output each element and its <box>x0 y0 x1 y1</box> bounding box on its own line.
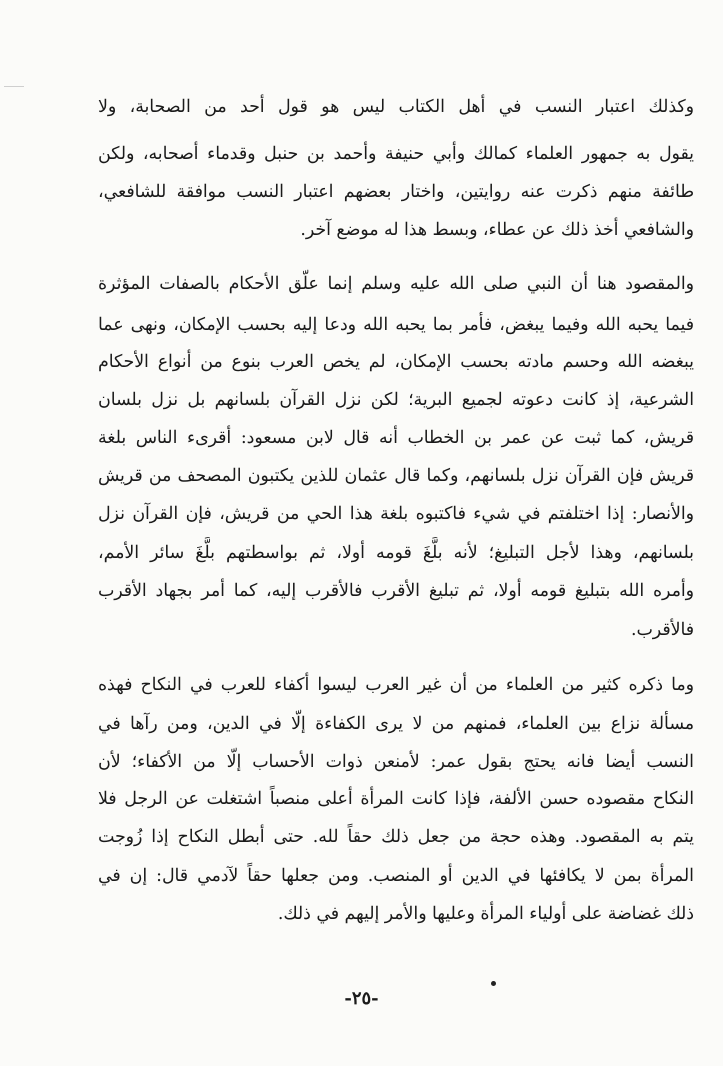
text-line: يبغضه الله وحسم مادته بحسب الإمكان، لم يخص العرب بنوع من أنواع الأحكام <box>98 352 694 372</box>
text-line: يقول به جمهور العلماء كمالك وأبي حنيفة وأحمد بن حنبل وقدماء أصحابه، ولكن <box>98 144 694 164</box>
text-line: الشرعية، إذ كانت دعوته لجميع البرية؛ لكن نزل القرآن بلسانهم بل نزل بلسان <box>98 390 694 410</box>
text-line: وكذلك اعتبار النسب في أهل الكتاب ليس هو قول أحد من الصحابة، ولا <box>98 97 694 117</box>
margin-mark <box>4 86 24 87</box>
text-line: المرأة بمن لا يكافئها في الدين أو المنصب. ومن جعلها حقاً لآدمي قال: إن في <box>98 866 694 886</box>
text-line: طائفة منهم ذكرت عنه روايتين، واختار بعضهم اعتبار النسب موافقة للشافعي، <box>98 182 694 202</box>
ink-dot <box>491 981 496 986</box>
text-line: قريش، كما ثبت عن عمر بن الخطاب أنه قال لابن مسعود: أقرىء الناس بلغة <box>98 428 694 448</box>
page-number: -٢٥- <box>344 988 379 1009</box>
text-line: النسب أيضا فانه يحتج بقول عمر: لأمنعن ذوات الأحساب إلّا من الأكفاء؛ لأن <box>98 752 694 772</box>
text-line: بلسانهم، وهذا لأجل التبليغ؛ لأنه بلَّغَ قومه أولا، ثم بواسطتهم بلَّغَ سائر الأمم، <box>98 543 694 563</box>
text-line: والشافعي أخذ ذلك عن عطاء، وبسط هذا له موضع آخر. <box>300 220 694 240</box>
text-line: فالأقرب. <box>631 620 694 640</box>
text-line: مسألة نزاع بين العلماء، فمنهم من لا يرى الكفاءة إلّا في الدين، ومن رآها في <box>98 714 694 734</box>
text-line: يتم به المقصود. وهذه حجة من جعل ذلك حقاً لله. حتى أبطل النكاح إذا زُوجت <box>98 827 694 847</box>
text-block <box>98 0 694 1066</box>
text-line: قريش فإن القرآن نزل بلسانهم، وكما قال عثمان للذين يكتبون المصحف من قريش <box>98 466 694 486</box>
text-line: فيما يحبه الله وفيما يبغض، فأمر بما يحبه الله ودعا إليه بحسب الإمكان، ونهى عما <box>98 315 694 335</box>
text-line: النكاح مقصوده حسن الألفة، فإذا كانت المرأة أعلى منصباً اشتغلت عن الرجل فلا <box>98 789 694 809</box>
text-line: ذلك غضاضة على أولياء المرأة وعليها والأمر إليهم في ذلك. <box>277 904 694 924</box>
text-line: وما ذكره كثير من العلماء من أن غير العرب ليسوا أكفاء للعرب في النكاح فهذه <box>98 675 694 695</box>
text-line: والأنصار: إذا اختلفتم في شيء فاكتبوه بلغة هذا الحي من قريش، فإن القرآن نزل <box>98 504 694 524</box>
text-line: والمقصود هنا أن النبي صلى الله عليه وسلم إنما علّق الأحكام بالصفات المؤثرة <box>98 274 694 294</box>
text-line: وأمره الله بتبليغ قومه أولا، ثم تبليغ الأقرب فالأقرب إليه، كما أمر بجهاد الأقرب <box>98 581 694 601</box>
